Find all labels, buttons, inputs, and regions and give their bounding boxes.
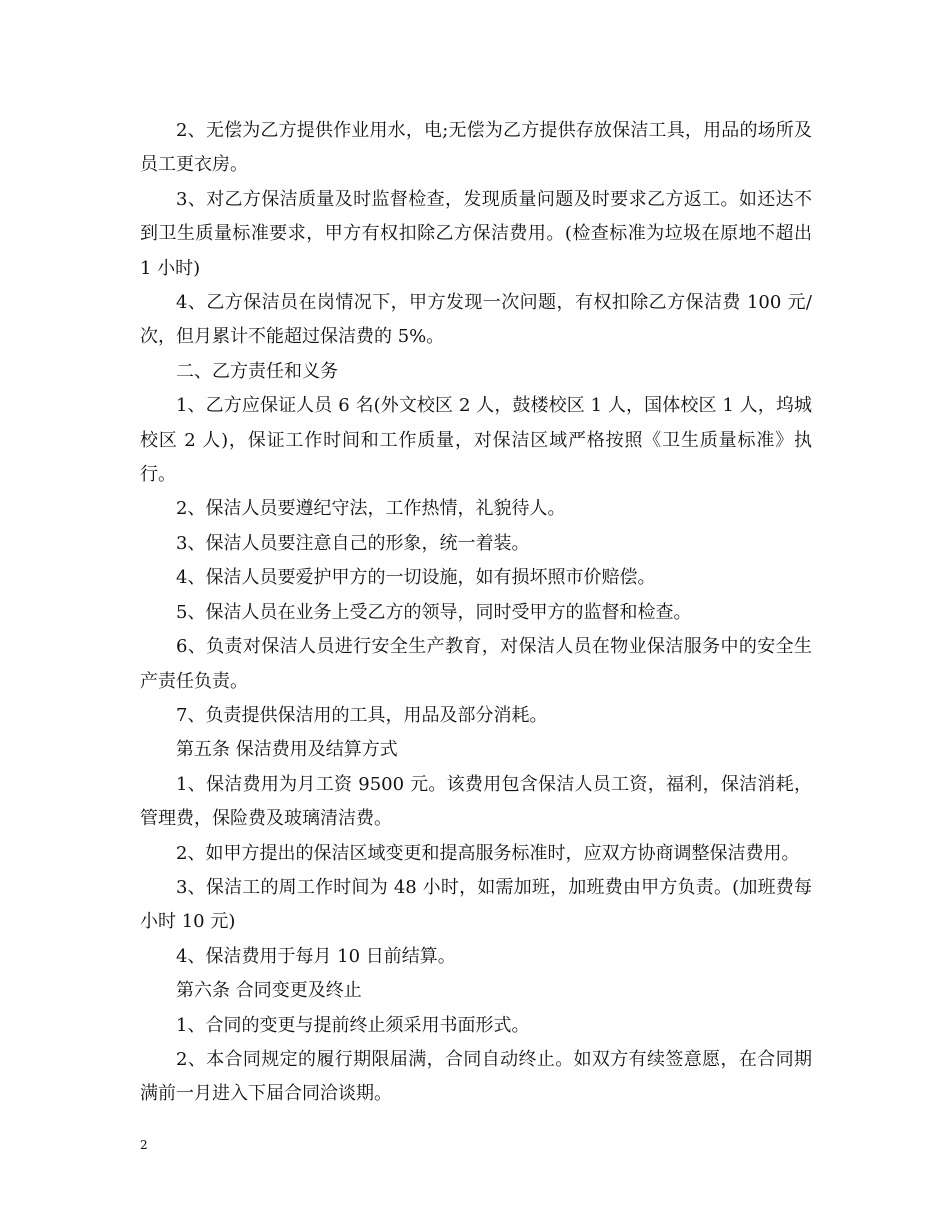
paragraph-18: 1、合同的变更与提前终止须采用书面形式。 [176, 1014, 530, 1036]
paragraph-11: 7、负责提供保洁用的工具，用品及部分消耗。 [176, 704, 548, 726]
paragraph-14: 2、如甲方提出的保洁区域变更和提高服务标准时，应双方协商调整保洁费用。 [176, 842, 800, 864]
paragraph-1: 2、无偿为乙方提供作业用水，电;无偿为乙方提供存放保洁工具，用品的场所及员工更衣房。 [140, 120, 812, 176]
paragraph-13: 1、保洁费用为月工资 9500 元。该费用包含保洁人员工资，福利，保洁消耗，管理费，保险费及玻璃清洁费。 [140, 773, 812, 830]
section-heading-article-5: 第五条 保洁费用及结算方式 [176, 739, 398, 761]
paragraph-2: 3、对乙方保洁质量及时监督检查，发现质量问题及时要求乙方返工。如还达不到卫生质量标准要求，甲方有权扣除乙方保洁费用。(检查标准为垃圾在原地不超出 1 小时) [140, 188, 812, 279]
paragraph-7: 3、保洁人员要注意自己的形象，统一着装。 [176, 532, 530, 554]
section-heading-article-6: 第六条 合同变更及终止 [176, 980, 362, 1002]
paragraph-6: 2、保洁人员要遵纪守法，工作热情，礼貌待人。 [176, 498, 566, 520]
paragraph-9: 5、保洁人员在业务上受乙方的领导，同时受甲方的监督和检查。 [176, 601, 692, 623]
paragraph-16: 4、保洁费用于每月 10 日前结算。 [176, 945, 456, 967]
document-body [140, 114, 812, 1112]
paragraph-3: 4、乙方保洁员在岗情况下，甲方发现一次问题，有权扣除乙方保洁费 100 元/次，但月累计不能超过保洁费的 5%。 [140, 292, 812, 348]
paragraph-5: 1、乙方应保证人员 6 名(外文校区 2 人，鼓楼校区 1 人，国体校区 1 人，坞城校区 2 人)，保证工作时间和工作质量，对保洁区域严格按照《卫生质量标准》执行。 [140, 395, 812, 486]
paragraph-19: 2、本合同规定的履行期限届满，合同自动终止。如双方有续签意愿，在合同期满前一月进入下届合同洽谈期。 [140, 1048, 812, 1105]
page-number: 2 [140, 1138, 148, 1152]
paragraph-10: 6、负责对保洁人员进行安全生产教育，对保洁人员在物业保洁服务中的安全生产责任负责。 [140, 636, 812, 692]
section-heading-party-b: 二、乙方责任和义务 [176, 360, 338, 382]
paragraph-15: 3、保洁工的周工作时间为 48 小时，如需加班，加班费由甲方负责。(加班费每小时 10 元) [140, 876, 812, 933]
paragraph-8: 4、保洁人员要爱护甲方的一切设施，如有损坏照市价赔偿。 [176, 567, 656, 589]
